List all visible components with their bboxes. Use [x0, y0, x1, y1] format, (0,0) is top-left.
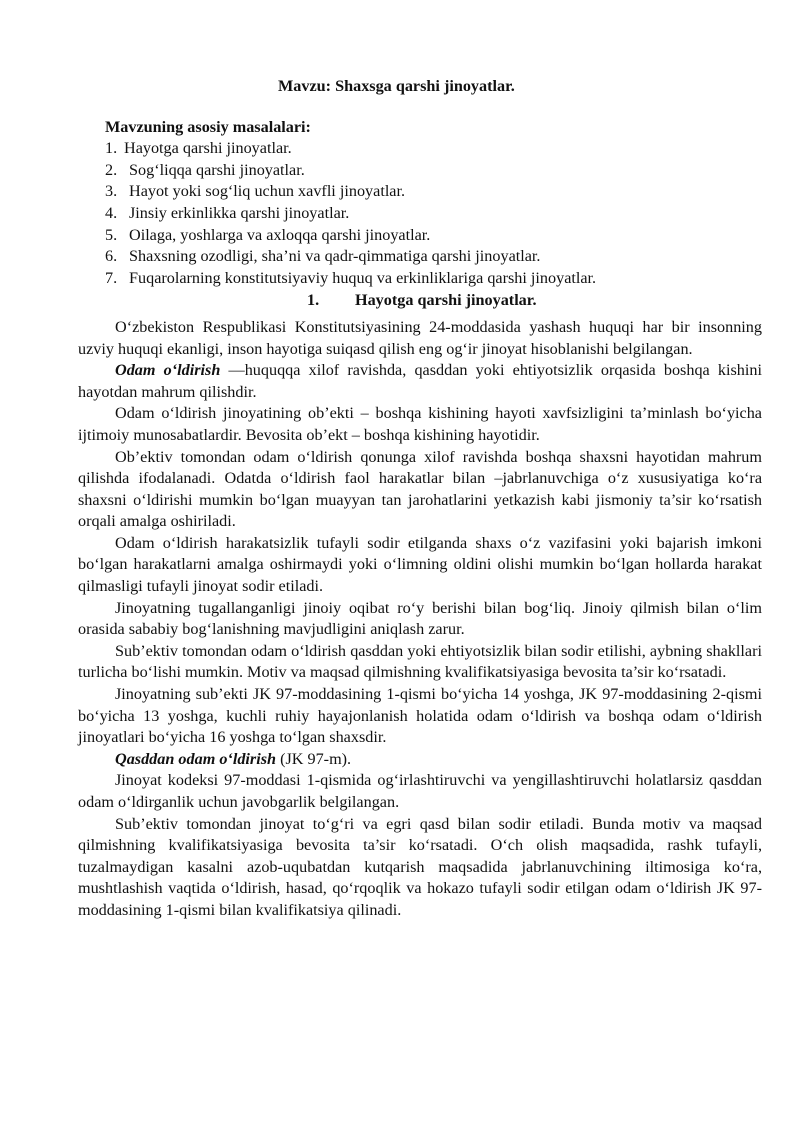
paragraph-text: —huquqqa xilof ravishda, qasddan yoki ehtiyotsizlik orqasida boshqa kishini hayotdan mahrum qilishdir.: [78, 361, 762, 401]
list-item-number: 3.: [105, 182, 118, 201]
paragraph-text: (JK 97-m).: [276, 749, 352, 768]
issues-heading: Mavzuning asosiy masalalari:: [105, 117, 311, 136]
issues-list: [78, 138, 762, 289]
list-item-text: Oilaga, yoshlarga va axloqqa qarshi jinoyatlar.: [129, 225, 431, 244]
paragraph: Jinoyatning tugallanganligi jinoiy oqibat ro‘y berishi bilan bog‘liq. Jinoiy qilmish bilan o‘lim orasida sababiy bog‘lanishning mavjudligini aniqlash zarur.: [78, 598, 762, 639]
page-title: Mavzu: Shaxsga qarshi jinoyatlar.: [278, 77, 515, 95]
paragraph: Odam o‘ldirish harakatsizlik tufayli sodir etilganda shaxs o‘z vazifasini yoki bajarish imkoni bo‘lgan harakatlarni amalga oshirmaydi yoki o‘limning oldini olishi mumkin bo‘lgan hollarda harakat qilmasligi tufayli jinoyat sodir etiladi.: [78, 533, 762, 596]
defined-term: Qasddan odam o‘ldirish: [115, 749, 277, 768]
paragraph: [78, 749, 762, 771]
list-item-text: Fuqarolarning konstitutsiyaviy huquq va erkinliklariga qarshi jinoyatlar.: [129, 268, 597, 287]
paragraph: O‘zbekiston Respublikasi Konstitutsiyasining 24-moddasida yashash huquqi har bir insonning uzviy huquqi ekanligi, inson hayotiga suiqasd qilish eng og‘ir jinoyat hisoblanishi belgilangan.: [78, 317, 762, 358]
paragraph: [78, 360, 762, 403]
section-number: 1.: [307, 291, 320, 310]
list-item-number: 6.: [105, 247, 118, 266]
section-heading: [78, 290, 762, 312]
list-item-number: 2.: [105, 160, 118, 179]
paragraph: Odam o‘ldirish jinoyatining ob’ekti – boshqa kishining hayoti xavfsizligini ta’minlash bo‘yicha ijtimoiy munosabatlardir. Bevosita ob’ekt – boshqa kishining hayotidir.: [78, 404, 762, 444]
paragraph: Jinoyatning sub’ekti JK 97-moddasining 1-qismi bo‘yicha 14 yoshga, JK 97-moddasining 2-qismi bo‘yicha 13 yoshga, kuchli ruhiy hayajonlanish holatida odam o‘ldirish va boshqa odam o‘ldirish jinoyatlari bo‘yicha 16 yoshga to‘lgan shaxsdir.: [78, 685, 762, 747]
list-item: [105, 181, 762, 203]
list-item-number: 7.: [105, 268, 118, 287]
list-item-text: Hayotga qarshi jinoyatlar.: [124, 139, 292, 158]
list-item: [105, 246, 762, 268]
paragraph: Sub’ektiv tomondan jinoyat to‘g‘ri va egri qasd bilan sodir etiladi. Bunda motiv va maqsad qilmishning kvalifikatsiyasiga bevosita ta’sir ko‘rsatadi. O‘ch olish maqsadida, rashk tufayli, tuzalmaydigan kasalni azob-uqubatdan kutqarish maqsadida jabrlanuvchining iltimosiga ko‘ra, mushtlashish vaqtida o‘ldirish, hasad, qo‘rqoqlik va hokazo tufayli sodir etilgan odam o‘ldirish JK 97-moddasining 1-qismi bilan kvalifikatsiya qilinadi.: [78, 814, 762, 919]
paragraph: Sub’ektiv tomondan odam o‘ldirish qasddan yoki ehtiyotsizlik bilan sodir etilishi, aybning shakllari turlicha bo‘lishi mumkin. Motiv va maqsad qilmishning kvalifikatsiyasiga bevosita ta’sir ko‘rsatadi.: [78, 641, 762, 682]
list-item-number: 1.: [105, 139, 118, 158]
list-item: [105, 138, 762, 160]
section-title-text: Hayotga qarshi jinoyatlar.: [355, 291, 537, 310]
paragraph: Ob’ektiv tomondan odam o‘ldirish qonunga xilof ravishda boshqa shaxsni hayotidan mahrum qilishda ifodalanadi. Odatda o‘ldirish faol harakatlar bilan –jabrlanuvchiga o‘z xususiyatiga ko‘ra shaxsni o‘ldirishi mumkin bo‘lgan muayyan tan jarohatlarini yetkazish kabi jismoniy ta’sir ko‘rsatish orqali amalga oshiriladi.: [78, 447, 762, 531]
list-item-text: Hayot yoki sog‘liq uchun xavfli jinoyatlar.: [129, 182, 406, 201]
list-item-text: Jinsiy erkinlikka qarshi jinoyatlar.: [129, 203, 350, 222]
paragraph: Jinoyat kodeksi 97-moddasi 1-qismida og‘irlashtiruvchi va yengillashtiruvchi holatlarsiz qasddan odam o‘ldirganlik uchun javobgarlik belgilangan.: [78, 771, 762, 811]
list-item-number: 5.: [105, 225, 118, 244]
list-item: [105, 160, 762, 182]
list-item-text: Sog‘liqqa qarshi jinoyatlar.: [129, 160, 305, 179]
list-item-text: Shaxsning ozodligi, sha’ni va qadr-qimmatiga qarshi jinoyatlar.: [129, 247, 541, 266]
list-item: [105, 225, 762, 247]
defined-term: Odam o‘ldirish: [115, 361, 221, 380]
list-item-number: 4.: [105, 203, 118, 222]
list-item: [105, 268, 762, 290]
list-item: [105, 203, 762, 225]
